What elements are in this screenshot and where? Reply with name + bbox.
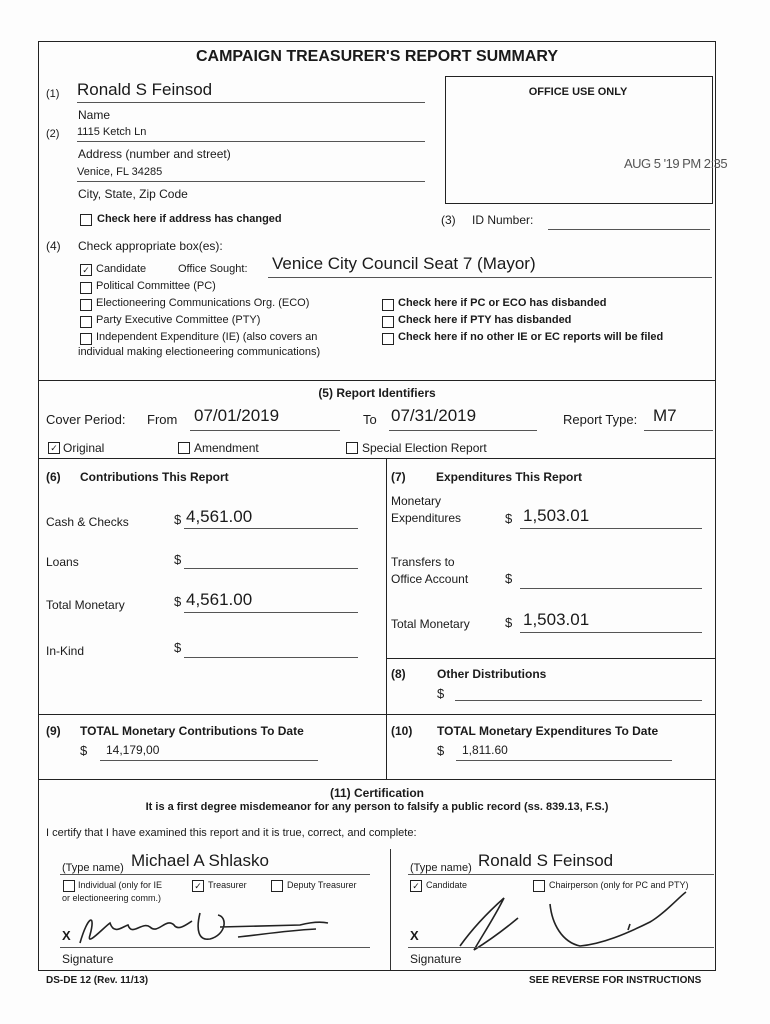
inkind-dollar: $ — [174, 640, 182, 655]
original-checkbox[interactable]: ✓ — [48, 442, 60, 454]
expenditures-title: Expenditures This Report — [436, 470, 583, 484]
no-other-ie-label: Check here if no other IE or EC reports will be filed — [398, 331, 664, 343]
cert-candidate-checkbox[interactable]: ✓ — [410, 880, 422, 892]
cash-dollar: $ — [174, 512, 182, 527]
amendment-checkbox[interactable] — [178, 442, 190, 454]
num-2: (2) — [46, 128, 60, 140]
city-label: City, State, Zip Code — [78, 187, 188, 201]
monetary-exp-label-1: Monetary — [391, 494, 442, 508]
special-election-checkbox[interactable] — [346, 442, 358, 454]
chairperson-label: Chairperson (only for PC and PTY) — [549, 880, 689, 890]
ie-label-2: individual making electioneering communications) — [78, 346, 321, 358]
num-4: (4) — [46, 239, 61, 253]
form-title: CAMPAIGN TREASURER'S REPORT SUMMARY — [195, 48, 559, 65]
contrib-to-date-dollar: $ — [80, 743, 88, 758]
office-sought-value[interactable]: Venice City Council Seat 7 (Mayor) — [272, 254, 536, 273]
deputy-checkbox[interactable] — [271, 880, 283, 892]
num-7: (7) — [391, 470, 406, 484]
loans-label: Loans — [46, 555, 79, 569]
eco-checkbox[interactable] — [80, 299, 92, 311]
treasurer-label: Treasurer — [208, 880, 247, 890]
total-contrib-label: Total Monetary — [46, 598, 125, 612]
cash-value[interactable]: 4,561.00 — [186, 507, 253, 526]
expend-to-date-value[interactable]: 1,811.60 — [462, 743, 508, 757]
deputy-label: Deputy Treasurer — [287, 880, 357, 890]
certification-statement: I certify that I have examined this report and it is true, correct, and complete: — [46, 827, 417, 839]
pty-label: Party Executive Committee (PTY) — [96, 314, 261, 326]
num-10: (10) — [391, 724, 413, 738]
other-distributions-title: Other Distributions — [437, 667, 547, 681]
total-contrib-value[interactable]: 4,561.00 — [186, 590, 253, 609]
candidate-x-mark: X — [410, 928, 419, 943]
individual-label-2: or electioneering comm.) — [62, 893, 162, 903]
candidate-type-name-label: (Type name) — [410, 862, 472, 874]
other-dist-dollar: $ — [437, 686, 445, 701]
report-type-label: Report Type: — [563, 412, 638, 427]
cash-label: Cash & Checks — [46, 515, 129, 529]
num-9: (9) — [46, 724, 61, 738]
received-stamp: AUG 5 '19 PM 2:35 — [624, 156, 728, 171]
contributions-title: Contributions This Report — [80, 470, 229, 484]
address-value[interactable]: 1115 Ketch Ln — [77, 126, 147, 138]
individual-checkbox[interactable] — [63, 880, 75, 892]
box4-prompt: Check appropriate box(es): — [78, 239, 223, 253]
certification-warning: It is a first degree misdemeanor for any person to falsify a public record (ss. 839.13, F.S.) — [145, 801, 609, 813]
total-exp-label: Total Monetary — [391, 617, 470, 631]
treasurer-name[interactable]: Michael A Shlasko — [131, 851, 269, 870]
contrib-to-date-title: TOTAL Monetary Contributions To Date — [80, 724, 304, 738]
disband-pc-eco-checkbox[interactable] — [382, 299, 394, 311]
treasurer-signature-label: Signature — [62, 952, 114, 966]
to-label: To — [363, 412, 377, 427]
amendment-label: Amendment — [194, 441, 259, 455]
form-number: DS-DE 12 (Rev. 11/13) — [46, 975, 149, 986]
disband-pc-eco-label: Check here if PC or ECO has disbanded — [398, 297, 607, 309]
report-identifiers-title: (5) Report Identifiers — [318, 386, 436, 400]
num-6: (6) — [46, 470, 61, 484]
total-exp-value[interactable]: 1,503.01 — [523, 610, 590, 629]
candidate-label: Candidate — [96, 263, 147, 275]
pc-label: Political Committee (PC) — [96, 280, 216, 292]
cover-period-label: Cover Period: — [46, 412, 126, 427]
office-use-label: OFFICE USE ONLY — [528, 86, 628, 98]
from-label: From — [147, 412, 178, 427]
total-contrib-dollar: $ — [174, 594, 182, 609]
candidate-signature — [430, 884, 690, 964]
total-exp-dollar: $ — [505, 615, 513, 630]
ie-checkbox[interactable] — [80, 333, 92, 345]
footer-instructions: SEE REVERSE FOR INSTRUCTIONS — [529, 975, 702, 986]
individual-label-1: Individual (only for IE — [78, 880, 163, 890]
transfers-label-2: Office Account — [391, 572, 469, 586]
no-other-ie-checkbox[interactable] — [382, 333, 394, 345]
address-changed-label: Check here if address has changed — [97, 213, 282, 225]
candidate-checkbox[interactable]: ✓ — [80, 264, 92, 276]
loans-dollar: $ — [174, 552, 182, 567]
transfers-label-1: Transfers to — [391, 555, 455, 569]
num-1: (1) — [46, 88, 60, 100]
city-value[interactable]: Venice, FL 34285 — [77, 166, 163, 178]
ie-label-1: Independent Expenditure (IE) (also covers an — [96, 331, 318, 343]
pty-checkbox[interactable] — [80, 316, 92, 328]
monetary-exp-dollar: $ — [505, 511, 513, 526]
address-label: Address (number and street) — [78, 147, 231, 161]
treasurer-signature — [70, 895, 340, 955]
eco-label: Electioneering Communications Org. (ECO) — [96, 297, 310, 309]
expend-to-date-dollar: $ — [437, 743, 445, 758]
disband-pty-checkbox[interactable] — [382, 316, 394, 328]
candidate-signature-label: Signature — [410, 952, 462, 966]
num-3: (3) — [441, 213, 456, 227]
treasurer-type-name-label: (Type name) — [62, 862, 124, 874]
original-label: Original — [63, 441, 105, 455]
name-value[interactable]: Ronald S Feinsod — [77, 80, 213, 99]
special-election-label: Special Election Report — [362, 441, 487, 455]
id-number-label: ID Number: — [472, 213, 534, 227]
expend-to-date-title: TOTAL Monetary Expenditures To Date — [437, 724, 659, 738]
transfers-dollar: $ — [505, 571, 513, 586]
address-changed-checkbox[interactable] — [80, 214, 92, 226]
from-value[interactable]: 07/01/2019 — [194, 406, 280, 425]
treasurer-checkbox[interactable]: ✓ — [192, 880, 204, 892]
name-label: Name — [78, 108, 111, 122]
certification-title: (11) Certification — [329, 786, 425, 800]
contrib-to-date-value[interactable]: 14,179,00 — [106, 743, 160, 757]
disband-pty-label: Check here if PTY has disbanded — [398, 314, 572, 326]
monetary-exp-value[interactable]: 1,503.01 — [523, 506, 590, 525]
pc-checkbox[interactable] — [80, 282, 92, 294]
to-value[interactable]: 07/31/2019 — [391, 406, 477, 425]
report-type-value[interactable]: M7 — [653, 406, 677, 425]
office-sought-label: Office Sought: — [178, 263, 248, 275]
monetary-exp-label-2: Expenditures — [391, 511, 462, 525]
num-8: (8) — [391, 667, 406, 681]
inkind-label: In-Kind — [46, 644, 85, 658]
treasurer-x-mark: X — [62, 928, 71, 943]
candidate-name[interactable]: Ronald S Feinsod — [478, 851, 614, 870]
cert-candidate-label: Candidate — [426, 880, 468, 890]
